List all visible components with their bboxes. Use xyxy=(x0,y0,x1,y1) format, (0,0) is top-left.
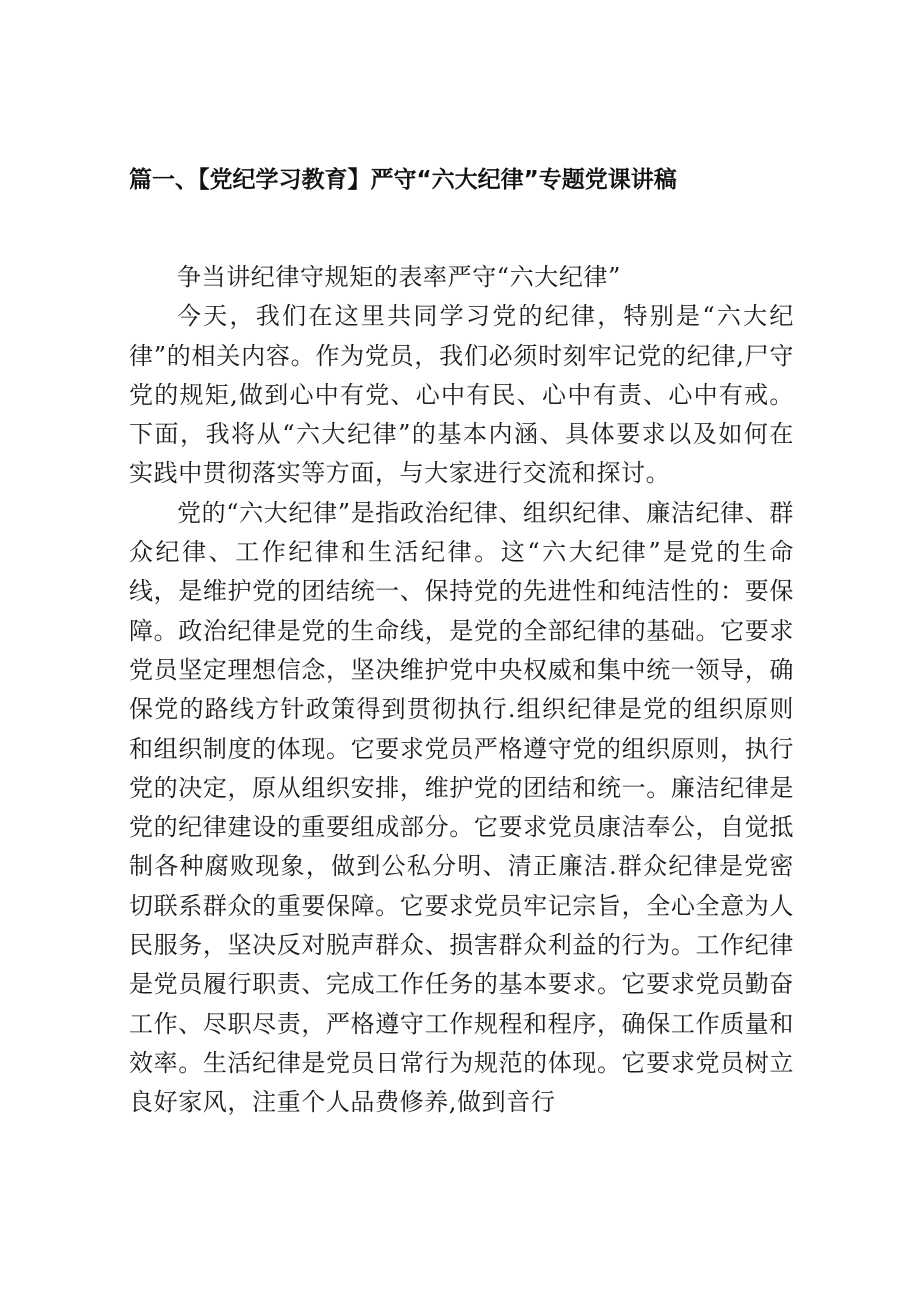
document-body xyxy=(129,258,794,1123)
paragraph-intro: 今天，我们在这里共同学习党的纪律，特别是“六大纪律”的相关内容。作为党员，我们必须时刻牢记党的纪律,尸守党的规矩,做到心中有党、心中有民、心中有责、心中有戒。下面，我将从“六大纪律”的基本内涵、具体要求以及如何在实践中贯彻落实等方面，与大家进行交流和探讨。 xyxy=(129,302,794,488)
document-subtitle: 争当讲纪律守规矩的表率严守“六大纪律” xyxy=(177,263,621,291)
document-title: 篇一、【党纪学习教育】严守“六大纪律”专题党课讲稿 xyxy=(129,167,677,193)
paragraph-six-disciplines: 党的“六大纪律”是指政治纪律、组织纪律、廉洁纪律、群众纪律、工作纪律和生活纪律。这“六大纪律”是党的生命线，是维护党的团结统一、保持党的先进性和纯洁性的：要保障。政治纪律是党的生命线，是党的全部纪律的基础。它要求党员坚定理想信念，坚决维护党中央权威和集中统一领导，确保党的路线方针政策得到贯彻执行.组织纪律是党的组织原则和组织制度的体现。它要求党员严格遵守党的组织原则，执行党的决定，原从组织安排，维护党的团结和统一。廉洁纪律是党的纪律建设的重要组成部分。它要求党员康洁奉公，自觉抵制各种腐败现象，做到公私分明、清正廉洁.群众纪律是党密切联系群众的重要保障。它要求党员牢记宗旨，全心全意为人民服务，坚决反对脱声群众、损害群众利益的行为。工作纪律是党员履行职责、完成工作任务的基本要求。它要求党员勤奋工作、尽职尽责，严格遵守工作规程和程序，确保工作质量和效率。生活纪律是党员日常行为规范的体现。它要求党员树立良好家风，注重个人品费修养,做到音行 xyxy=(129,498,794,1117)
